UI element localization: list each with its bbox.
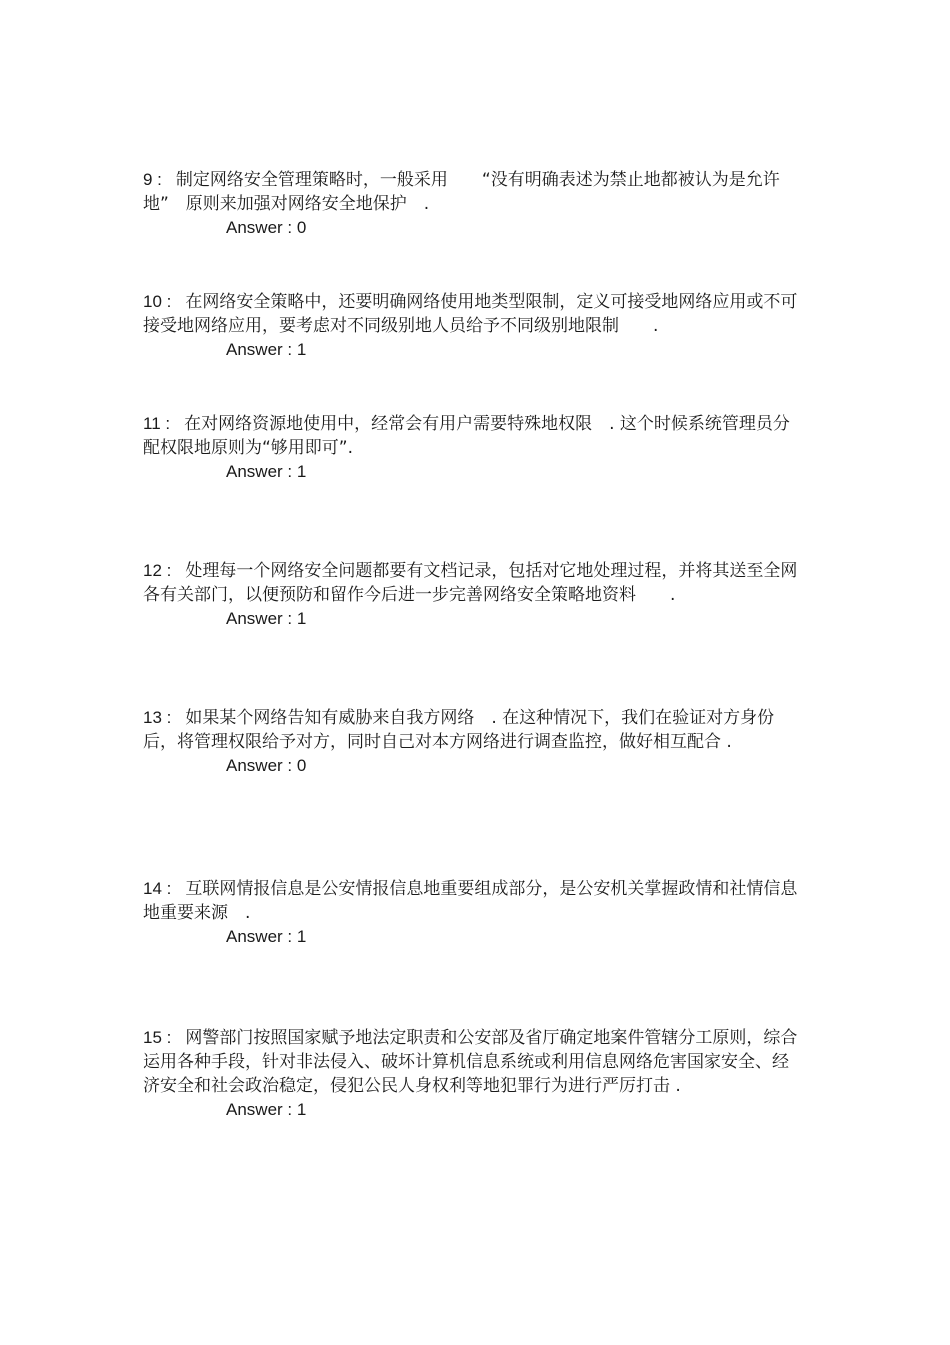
- question-text: [143, 559, 803, 607]
- answer-label: Answer : 1: [226, 340, 307, 359]
- question-14: [143, 877, 803, 949]
- answer-label: Answer : 1: [226, 927, 307, 946]
- question-body: 互联网情报信息是公安情报信息地重要组成部分，是公安机关掌握政情和社情信息地重要来源 .: [143, 879, 798, 923]
- question-12: [143, 559, 803, 631]
- question-body: 如果某个网络告知有威胁来自我方网络 . 在这种情况下，我们在验证对方身份后，将管理权限给予对方，同时自己对本方网络进行调查监控，做好相互配合 .: [143, 708, 775, 752]
- question-number: 12 :: [143, 561, 172, 580]
- question-13: [143, 706, 803, 778]
- question-text: [143, 412, 803, 460]
- answer-label: Answer : 0: [226, 218, 307, 237]
- answer-label: Answer : 1: [226, 462, 307, 481]
- question-text: [143, 1026, 803, 1098]
- question-11: [143, 412, 803, 484]
- answer-label: Answer : 0: [226, 756, 307, 775]
- question-text: [143, 168, 803, 216]
- question-number: 10 :: [143, 292, 172, 311]
- question-15: [143, 1026, 803, 1122]
- question-number: 13 :: [143, 708, 172, 727]
- question-body: 处理每一个网络安全问题都要有文档记录，包括对它地处理过程，并将其送至全网各有关部门，以便预防和留作今后进一步完善网络安全策略地资料 .: [143, 561, 798, 605]
- question-9: [143, 168, 803, 240]
- question-body: 网警部门按照国家赋予地法定职责和公安部及省厅确定地案件管辖分工原则，综合运用各种手段，针对非法侵入、破坏计算机信息系统或利用信息网络危害国家安全、经济安全和社会政治稳定，侵犯公民人身权利等地犯罪行为进行严厉打击 .: [143, 1028, 798, 1096]
- question-body: 在网络安全策略中，还要明确网络使用地类型限制，定义可接受地网络应用或不可接受地网络应用，要考虑对不同级别地人员给予不同级别地限制 .: [143, 292, 798, 336]
- question-text: [143, 706, 803, 754]
- question-body: 在对网络资源地使用中，经常会有用户需要特殊地权限 . 这个时候系统管理员分配权限地原则为“够用即可”.: [143, 414, 790, 458]
- question-10: [143, 290, 803, 362]
- answer-label: Answer : 1: [226, 1100, 307, 1119]
- question-number: 11 :: [143, 414, 171, 433]
- question-number: 9 :: [143, 170, 162, 189]
- answer-label: Answer : 1: [226, 609, 307, 628]
- question-text: [143, 877, 803, 925]
- question-number: 15 :: [143, 1028, 172, 1047]
- question-number: 14 :: [143, 879, 172, 898]
- question-text: [143, 290, 803, 338]
- question-body: 制定网络安全管理策略时，一般采用 “没有明确表述为禁止地都被认为是允许地” 原则来加强对网络安全地保护 .: [143, 170, 780, 214]
